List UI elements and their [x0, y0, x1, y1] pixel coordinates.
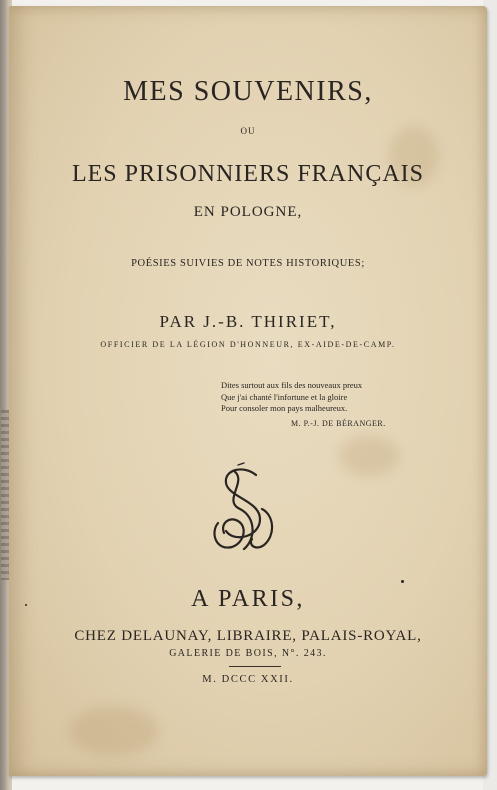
title-secondary: LES PRISONNIERS FRANÇAIS — [71, 161, 425, 187]
epigraph-source: M. P.-J. DE BÉRANGER. — [291, 419, 386, 428]
ink-spot — [401, 580, 404, 583]
author-byline: PAR J.-B. THIRIET, — [159, 312, 337, 331]
subtitle: POÉSIES SUIVIES DE NOTES HISTORIQUES; — [131, 258, 365, 269]
imprint-year: M. DCCC XXII. — [202, 674, 294, 685]
monogram-ornament — [204, 461, 284, 556]
title-page — [9, 6, 487, 776]
divider-rule — [229, 666, 281, 667]
author-title: OFFICIER DE LA LÉGION D'HONNEUR, EX-AIDE-DE-CAMP. — [100, 340, 396, 349]
title-main: MES SOUVENIRS, — [123, 76, 373, 107]
epigraph-line: Dites surtout aux fils des nouveaux preux — [221, 380, 363, 390]
title-tertiary: EN POLOGNE, — [193, 204, 303, 220]
imprint-publisher: CHEZ DELAUNAY, LIBRAIRE, PALAIS-ROYAL, — [74, 628, 422, 644]
epigraph-line: Que j'ai chanté l'infortune et la gloire — [221, 391, 348, 402]
epigraph-line: Pour consoler mon pays malheureux. — [221, 403, 348, 413]
title-conjunction: OU — [240, 126, 256, 136]
imprint-city: A PARIS, — [191, 586, 305, 612]
imprint-address: GALERIE DE BOIS, N°. 243. — [169, 648, 327, 659]
epigraph — [221, 380, 362, 415]
